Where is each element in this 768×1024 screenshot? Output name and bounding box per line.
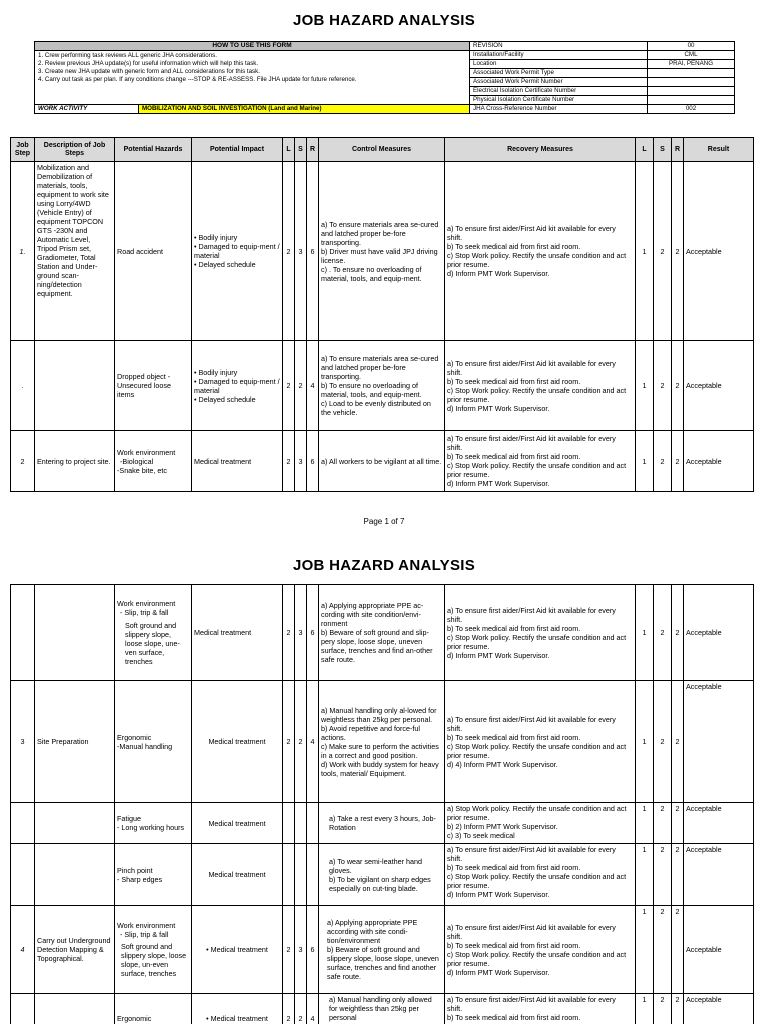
rating-r: 6 bbox=[307, 906, 319, 994]
recovery-item: c) Stop Work policy. Rectify the unsafe condition and act prior resume. bbox=[447, 741, 627, 760]
page-title: JOB HAZARD ANALYSIS bbox=[292, 12, 476, 29]
col-header-step: Job Step bbox=[11, 138, 35, 162]
control-measures bbox=[319, 341, 445, 431]
result: Acceptable bbox=[684, 162, 754, 341]
recovery-item: d) 4) Inform PMT Work Supervisor. bbox=[447, 759, 558, 769]
result: Acceptable bbox=[684, 994, 754, 1024]
control-measures bbox=[319, 844, 445, 906]
instruction-item: 3. Create new JHA update with generic form and ALL considerations for this task. bbox=[38, 68, 260, 75]
hazard-item: Ergonomic bbox=[117, 732, 152, 742]
hazard-item: Soft ground and slippery slope, loose slope, un-even surface, trenches bbox=[121, 942, 187, 978]
job-step-description bbox=[35, 803, 115, 844]
field-value[interactable] bbox=[648, 87, 735, 96]
page-title: JOB HAZARD ANALYSIS bbox=[292, 557, 476, 574]
job-step-description: Site Preparation bbox=[35, 681, 115, 803]
job-step-number: . bbox=[11, 341, 35, 431]
control-item: a) To ensure materials area se-cured and latched proper be-fore transporting. bbox=[321, 354, 439, 381]
job-step-description: Entering to project site. bbox=[35, 431, 115, 492]
hazard-item: Work environment bbox=[117, 921, 176, 930]
rating-r bbox=[307, 803, 319, 844]
col-header-l2: L bbox=[636, 138, 654, 162]
recovery-item: a) To ensure first aider/First Aid kit available for every shift. bbox=[447, 995, 616, 1013]
control-item: a) Manual handling only allowed for weightless than 25kg per personal bbox=[329, 995, 432, 1022]
rating-r: 4 bbox=[307, 994, 319, 1024]
col-header-impact: Potential Impact bbox=[192, 138, 283, 162]
control-item: a) All workers to be vigilant at all time. bbox=[321, 456, 442, 466]
control-measures bbox=[319, 431, 445, 492]
control-measures bbox=[319, 906, 445, 994]
recovery-item: c) Stop Work policy. Rectify the unsafe condition and act prior resume. bbox=[447, 385, 627, 404]
recovery-item: c) Stop Work policy. Rectify the unsafe condition and act prior resume. bbox=[447, 872, 627, 890]
col-header-recovery: Recovery Measures bbox=[445, 138, 636, 162]
rating-l bbox=[283, 844, 295, 906]
rating-l2: 1 bbox=[636, 906, 654, 994]
work-activity-label: WORK ACTIVITY bbox=[35, 105, 139, 114]
rating-r2: 2 bbox=[672, 681, 684, 803]
rating-l2: 1 bbox=[636, 844, 654, 906]
rating-s2: 2 bbox=[654, 994, 672, 1024]
hazard bbox=[115, 803, 192, 844]
recovery-item: d) Inform PMT Work Supervisor. bbox=[447, 403, 550, 413]
hazard-item: Soft ground and slippery slope, loose slope, une-ven surface, trenches bbox=[125, 621, 180, 666]
impact: Medical treatment bbox=[192, 844, 283, 906]
hazard-item: - Long working hours bbox=[117, 823, 185, 832]
hazard: Road accident bbox=[115, 162, 192, 341]
control-item: c) . To ensure no overloading of material, tools, and equip-ment. bbox=[321, 264, 422, 283]
control-item: a) Applying appropriate PPE according with site condi-tion/environment bbox=[327, 918, 418, 945]
field-value[interactable] bbox=[648, 69, 735, 78]
col-header-hazards: Potential Hazards bbox=[115, 138, 192, 162]
jha-table-page-1 bbox=[10, 137, 754, 492]
hazard-item: -Manual handling bbox=[117, 741, 173, 751]
field-label: Installation/Facility bbox=[470, 51, 648, 60]
recovery-item: c) Stop Work policy. Rectify the unsafe condition and act prior resume. bbox=[447, 251, 627, 269]
rating-s: 3 bbox=[295, 906, 307, 994]
recovery-item: d) Inform PMT Work Supervisor. bbox=[447, 479, 550, 488]
rating-l: 2 bbox=[283, 585, 295, 681]
rating-r2: 2 bbox=[672, 994, 684, 1024]
rating-r2: 2 bbox=[672, 162, 684, 341]
control-item: b) Driver must have valid JPJ driving license. bbox=[321, 246, 438, 265]
recovery-measures bbox=[445, 162, 636, 341]
hazard-item: - Slip, trip & fall bbox=[120, 930, 169, 939]
recovery-item: b) To seek medical aid from first aid room. bbox=[447, 242, 581, 251]
control-item: a) To wear semi-leather hand gloves. bbox=[329, 856, 422, 875]
rating-l2: 1 bbox=[636, 681, 654, 803]
impact: Medical treatment bbox=[192, 431, 283, 492]
recovery-item: b) To seek medical aid from first aid room. bbox=[447, 376, 581, 386]
hazard-item: Work environment bbox=[117, 447, 176, 457]
col-header-r: R bbox=[307, 138, 319, 162]
rating-r: 4 bbox=[307, 341, 319, 431]
hazard bbox=[115, 431, 192, 492]
field-value[interactable] bbox=[648, 96, 735, 105]
recovery-item: a) To ensure first aider/First Aid kit available for every shift. bbox=[447, 922, 616, 941]
rating-l: 2 bbox=[283, 681, 295, 803]
hazard-item: -Snake bite, etc bbox=[117, 465, 167, 475]
rating-s: 2 bbox=[295, 341, 307, 431]
recovery-measures bbox=[445, 803, 636, 844]
rating-s2: 2 bbox=[654, 431, 672, 492]
recovery-item: b) To seek medical aid from first aid room. bbox=[447, 1013, 581, 1022]
impact-item: • Damaged to equip-ment / material bbox=[194, 242, 280, 260]
instructions bbox=[35, 51, 470, 105]
result: Acceptable bbox=[684, 431, 754, 492]
col-header-s2: S bbox=[654, 138, 672, 162]
control-measures bbox=[319, 585, 445, 681]
control-item: b) Avoid repetitive and force-ful actions. bbox=[321, 723, 420, 742]
control-item: c) Make sure to perform the activities in a correct and good position. bbox=[321, 741, 439, 760]
job-step-number bbox=[11, 994, 35, 1024]
form-header-table bbox=[34, 41, 735, 114]
col-header-control: Control Measures bbox=[319, 138, 445, 162]
rating-r2: 2 bbox=[672, 906, 684, 994]
rating-s2: 2 bbox=[654, 803, 672, 844]
table-row bbox=[11, 431, 754, 492]
rating-r bbox=[307, 844, 319, 906]
field-value: 00 bbox=[648, 42, 735, 51]
rating-l2: 1 bbox=[636, 585, 654, 681]
rating-s2: 2 bbox=[654, 844, 672, 906]
recovery-item: b) To seek medical aid from first aid room. bbox=[447, 863, 581, 872]
hazard bbox=[115, 994, 192, 1024]
impact: • Medical treatment bbox=[192, 906, 283, 994]
recovery-item: a) To ensure first aider/First Aid kit available for every shift. bbox=[447, 714, 616, 733]
field-value: 002 bbox=[648, 105, 735, 114]
field-value[interactable] bbox=[648, 78, 735, 87]
rating-s: 2 bbox=[295, 681, 307, 803]
result: Acceptable bbox=[684, 341, 754, 431]
rating-l: 2 bbox=[283, 341, 295, 431]
hazard: Dropped object -Unsecured loose items bbox=[115, 341, 192, 431]
hazard-item: -Biological bbox=[120, 456, 154, 466]
impact: Medical treatment bbox=[192, 681, 283, 803]
rating-l: 2 bbox=[283, 162, 295, 341]
rating-s: 3 bbox=[295, 431, 307, 492]
job-step-number: 2 bbox=[11, 431, 35, 492]
control-item: d) Work with buddy system for heavy tools, material/ Equipment. bbox=[321, 759, 439, 778]
hazard bbox=[115, 906, 192, 994]
impact-item: • Delayed schedule bbox=[194, 260, 256, 269]
recovery-measures bbox=[445, 431, 636, 492]
field-label: Associated Work Permit Number bbox=[470, 78, 648, 87]
rating-s2: 2 bbox=[654, 585, 672, 681]
rating-r: 6 bbox=[307, 431, 319, 492]
recovery-item: b) To seek medical aid from first aid room. bbox=[447, 940, 581, 950]
rating-l2: 1 bbox=[636, 341, 654, 431]
recovery-item: d) Inform PMT Work Supervisor. bbox=[447, 650, 550, 660]
job-step-description bbox=[35, 585, 115, 681]
col-header-result: Result bbox=[684, 138, 754, 162]
rating-s bbox=[295, 844, 307, 906]
instruction-item: 1. Crew performing task reviews ALL generic JHA considerations. bbox=[38, 52, 217, 59]
recovery-item: d) Inform PMT Work Supervisor. bbox=[447, 269, 550, 278]
col-header-l: L bbox=[283, 138, 295, 162]
control-measures bbox=[319, 803, 445, 844]
job-step-number bbox=[11, 844, 35, 906]
rating-l2: 1 bbox=[636, 162, 654, 341]
field-label: Location bbox=[470, 60, 648, 69]
rating-s: 3 bbox=[295, 585, 307, 681]
result: Acceptable bbox=[684, 906, 754, 994]
control-item: a) Manual handling only al-lowed for weightless than 25kg per personal. bbox=[321, 705, 437, 724]
rating-l: 2 bbox=[283, 906, 295, 994]
recovery-measures bbox=[445, 994, 636, 1024]
rating-l2: 1 bbox=[636, 431, 654, 492]
recovery-item: b) To seek medical aid from first aid room. bbox=[447, 732, 581, 742]
rating-s bbox=[295, 803, 307, 844]
control-item: b) To ensure no overloading of material, tools, and equip-ment. bbox=[321, 381, 422, 399]
recovery-item: a) To ensure first aider/First Aid kit available for every shift. bbox=[447, 224, 616, 242]
rating-l bbox=[283, 803, 295, 844]
job-step-number: 1. bbox=[11, 162, 35, 341]
recovery-item: c) Stop Work policy. Rectify the unsafe condition and act prior resume. bbox=[447, 632, 627, 651]
rating-r2: 2 bbox=[672, 341, 684, 431]
result: Acceptable bbox=[684, 585, 754, 681]
table-row bbox=[11, 906, 754, 994]
field-label: REVISION bbox=[470, 42, 648, 51]
table-row bbox=[11, 162, 754, 341]
recovery-measures bbox=[445, 341, 636, 431]
result: Acceptable bbox=[684, 844, 754, 906]
job-step-number bbox=[11, 585, 35, 681]
instruction-item: 2. Review previous JHA update(s) for useful information which will help this task. bbox=[38, 60, 259, 67]
job-step-number: 3 bbox=[11, 681, 35, 803]
recovery-item: d) Inform PMT Work Supervisor. bbox=[447, 890, 550, 899]
recovery-item: a) To ensure first aider/First Aid kit available for every shift. bbox=[447, 845, 616, 863]
job-step-description: Carry out Underground Detection Mapping & Topographical. bbox=[35, 906, 115, 994]
table-row bbox=[11, 341, 754, 431]
table-row bbox=[11, 585, 754, 681]
table-row bbox=[11, 681, 754, 803]
how-to-use-heading: HOW TO USE THIS FORM bbox=[35, 42, 470, 51]
control-measures bbox=[319, 162, 445, 341]
job-step-description bbox=[35, 341, 115, 431]
impact-item: • Bodily injury bbox=[194, 367, 238, 377]
rating-l2: 1 bbox=[636, 803, 654, 844]
recovery-item: c) Stop Work policy. Rectify the unsafe condition and act prior resume. bbox=[447, 461, 627, 479]
rating-s: 3 bbox=[295, 162, 307, 341]
table-row bbox=[11, 994, 754, 1024]
rating-r2: 2 bbox=[672, 844, 684, 906]
recovery-measures bbox=[445, 906, 636, 994]
rating-s: 2 bbox=[295, 994, 307, 1024]
recovery-item: c) Stop Work policy. Rectify the unsafe condition and act prior resume. bbox=[447, 949, 627, 968]
job-step-number: 4 bbox=[11, 906, 35, 994]
job-step-description bbox=[35, 994, 115, 1024]
rating-l: 2 bbox=[283, 994, 295, 1024]
rating-l: 2 bbox=[283, 431, 295, 492]
control-item: a) Applying appropriate PPE ac-cording with site condition/envi-ronment bbox=[321, 601, 424, 628]
field-label: JHA Cross-Reference Number bbox=[470, 105, 648, 114]
instruction-item: 4. Carry out task as per plan. If any conditions change ---STOP & RE-ASSESS. File JHA update for future reference. bbox=[38, 76, 357, 83]
rating-r: 4 bbox=[307, 681, 319, 803]
page-number: Page 1 of 7 bbox=[363, 517, 405, 526]
hazard-item: Pinch point bbox=[117, 865, 153, 875]
rating-s2: 2 bbox=[654, 906, 672, 994]
work-activity-value: MOBILIZATION AND SOIL INVESTIGATION (Land and Marine) bbox=[139, 105, 470, 114]
control-item: a) To ensure materials area se-cured and latched proper be-fore transporting. bbox=[321, 219, 439, 247]
recovery-item: a) To ensure first aider/First Aid kit available for every shift. bbox=[447, 605, 616, 624]
rating-r: 6 bbox=[307, 162, 319, 341]
impact bbox=[192, 341, 283, 431]
impact-item: • Bodily injury bbox=[194, 233, 238, 242]
recovery-item: b) To seek medical aid from first aid room. bbox=[447, 623, 581, 633]
control-item: c) Load to be evenly distributed on the vehicle. bbox=[321, 399, 431, 417]
col-header-r2: R bbox=[672, 138, 684, 162]
recovery-item: a) Stop Work policy. Rectify the unsafe condition and act prior resume. bbox=[447, 804, 627, 822]
field-label: Physical Isolation Certificate Number bbox=[470, 96, 648, 105]
rating-r2: 2 bbox=[672, 431, 684, 492]
impact: • Medical treatment bbox=[192, 994, 283, 1024]
result: Acceptable bbox=[684, 681, 754, 803]
control-measures bbox=[319, 994, 445, 1024]
rating-r2: 2 bbox=[672, 803, 684, 844]
job-step-number bbox=[11, 803, 35, 844]
hazard bbox=[115, 844, 192, 906]
impact-item: • Damaged to equip-ment / material bbox=[194, 376, 280, 395]
table-row bbox=[11, 844, 754, 906]
table-row bbox=[11, 803, 754, 844]
control-item: b) Beware of soft ground and slippery slope, loose slope, uneven surface, trenches and find another safe route. bbox=[327, 945, 439, 981]
field-value: CML bbox=[648, 51, 735, 60]
impact: Medical treatment bbox=[192, 585, 283, 681]
job-step-description: Mobilization and Demobilization of materials, tools, equipment to work site using Lorry/4WD (Vehicle Entry) of equipment TOPCON GTS -230N and Automatic Level, Tripod Prism set, Gradiometer, Total Station and Under-ground scan-ning/detection equipment. bbox=[35, 162, 115, 341]
rating-s2: 2 bbox=[654, 162, 672, 341]
control-measures bbox=[319, 681, 445, 803]
rating-l2: 1 bbox=[636, 994, 654, 1024]
recovery-measures bbox=[445, 844, 636, 906]
result: Acceptable bbox=[684, 803, 754, 844]
jha-table-page-2 bbox=[10, 584, 754, 1024]
rating-s2: 2 bbox=[654, 341, 672, 431]
rating-s2: 2 bbox=[654, 681, 672, 803]
control-item: b) Beware of soft ground and slip-pery slope, loose slope, uneven surface, trenches and find an-other safe route. bbox=[321, 628, 433, 664]
recovery-measures bbox=[445, 681, 636, 803]
impact: Medical treatment bbox=[192, 803, 283, 844]
recovery-item: a) To ensure first aider/First Aid kit available for every shift. bbox=[447, 434, 616, 452]
hazard-item: - Sharp edges bbox=[117, 874, 163, 884]
recovery-item: c) 3) To seek medical bbox=[447, 831, 515, 840]
field-value: PRAI, PENANG bbox=[648, 60, 735, 69]
hazard bbox=[115, 681, 192, 803]
hazard-item: Fatigue bbox=[117, 814, 141, 823]
recovery-item: a) To ensure first aider/First Aid kit available for every shift. bbox=[447, 358, 616, 377]
recovery-item: d) Inform PMT Work Supervisor. bbox=[447, 967, 550, 977]
impact-item: • Delayed schedule bbox=[194, 394, 256, 404]
recovery-item: b) To seek medical aid from first aid room. bbox=[447, 452, 581, 461]
col-header-s: S bbox=[295, 138, 307, 162]
control-item: a) Take a rest every 3 hours, Job-Rotation bbox=[329, 814, 436, 832]
control-item: b) To be vigilant on sharp edges especially on cut-ting blade. bbox=[329, 874, 431, 893]
field-label: Associated Work Permit Type bbox=[470, 69, 648, 78]
hazard bbox=[115, 585, 192, 681]
recovery-item: b) 2) Inform PMT Work Supervisor. bbox=[447, 822, 558, 831]
rating-r2: 2 bbox=[672, 585, 684, 681]
impact bbox=[192, 162, 283, 341]
recovery-measures bbox=[445, 585, 636, 681]
job-step-description bbox=[35, 844, 115, 906]
hazard-item: Work environment bbox=[117, 599, 176, 608]
hazard-item: Ergonomic bbox=[117, 1014, 152, 1023]
col-header-description: Description of Job Steps bbox=[35, 138, 115, 162]
rating-r: 6 bbox=[307, 585, 319, 681]
field-label: Electrical Isolation Certificate Number bbox=[470, 87, 648, 96]
hazard-item: - Slip, trip & fall bbox=[120, 608, 169, 617]
